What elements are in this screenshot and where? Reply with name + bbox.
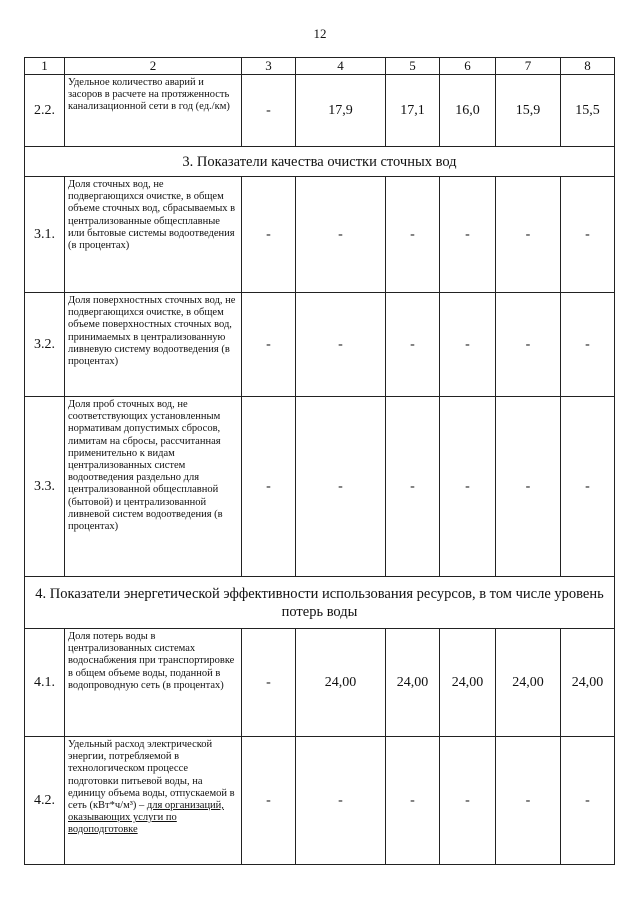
value-cell: - xyxy=(561,737,615,865)
value-cell: - xyxy=(386,177,440,293)
value-cell: - xyxy=(440,177,496,293)
value-cell: - xyxy=(242,293,296,397)
row-description: Доля сточных вод, не подвергающихся очистке, в общем объеме сточных вод, сбрасываемых в централизованные общесплавные или бытовые системы водоотведения (в процентах) xyxy=(65,177,242,293)
value-cell: - xyxy=(242,177,296,293)
value-cell: - xyxy=(296,397,386,577)
value-cell: - xyxy=(561,177,615,293)
value-cell: 16,0 xyxy=(440,75,496,147)
header-cell: 1 xyxy=(25,58,65,75)
row-description-text: Удельный расход электрической энергии, потребляемой в технологическом процессе подготовки питьевой воды, на единицу объема воды, отпускаемой в сеть (кВт*ч/м³) – xyxy=(68,739,235,812)
value-cell: 24,00 xyxy=(440,629,496,737)
value-cell: - xyxy=(496,293,561,397)
value-cell: - xyxy=(386,293,440,397)
table-row xyxy=(25,177,615,293)
row-description-underlined: для организаций, оказывающих услуги по водоподготовке xyxy=(68,800,224,836)
table-row xyxy=(25,293,615,397)
row-number: 4.2. xyxy=(25,737,65,865)
value-cell: - xyxy=(440,397,496,577)
value-cell: 24,00 xyxy=(296,629,386,737)
header-cell: 8 xyxy=(561,58,615,75)
section-header-row xyxy=(25,147,615,177)
row-number: 2.2. xyxy=(25,75,65,147)
value-cell: - xyxy=(242,75,296,147)
value-cell: - xyxy=(561,397,615,577)
table-row xyxy=(25,75,615,147)
table-row xyxy=(25,397,615,577)
section-title: 3. Показатели качества очистки сточных вод xyxy=(25,147,615,177)
section-header-row xyxy=(25,577,615,629)
row-description: Доля проб сточных вод, не соответствующих установленным нормативам допустимых сбросов, лимитам на сбросы, рассчитанная применительно к видам централизованных систем водоотведения раздельно для централизованной общесплавной (бытовой) и централизованной ливневой систем водоотведения (в процентах) xyxy=(65,397,242,577)
header-cell: 6 xyxy=(440,58,496,75)
row-description xyxy=(65,737,242,865)
header-cell: 3 xyxy=(242,58,296,75)
section-title: 4. Показатели энергетической эффективности использования ресурсов, в том числе уровень потерь воды xyxy=(25,577,615,629)
header-cell: 5 xyxy=(386,58,440,75)
value-cell: - xyxy=(496,177,561,293)
value-cell: 24,00 xyxy=(561,629,615,737)
row-description: Доля потерь воды в централизованных системах водоснабжения при транспортировке в общем объеме воды, поданной в водопроводную сеть (в процентах) xyxy=(65,629,242,737)
row-description: Доля поверхностных сточных вод, не подвергающихся очистке, в общем объеме поверхностных сточных вод, принимаемых в централизованную ливневую систему водоотведения (в процентах) xyxy=(65,293,242,397)
header-cell: 4 xyxy=(296,58,386,75)
value-cell: 15,9 xyxy=(496,75,561,147)
value-cell: - xyxy=(296,177,386,293)
value-cell: 24,00 xyxy=(386,629,440,737)
table-header-row xyxy=(25,58,615,75)
value-cell: 15,5 xyxy=(561,75,615,147)
value-cell: - xyxy=(242,629,296,737)
value-cell: - xyxy=(496,397,561,577)
value-cell: 24,00 xyxy=(496,629,561,737)
page-number: 12 xyxy=(313,26,327,41)
header-cell: 7 xyxy=(496,58,561,75)
value-cell: - xyxy=(296,293,386,397)
table-row xyxy=(25,737,615,865)
value-cell: - xyxy=(386,737,440,865)
value-cell: - xyxy=(440,293,496,397)
value-cell: - xyxy=(242,737,296,865)
row-number: 4.1. xyxy=(25,629,65,737)
value-cell: - xyxy=(496,737,561,865)
row-number: 3.2. xyxy=(25,293,65,397)
value-cell: - xyxy=(440,737,496,865)
header-cell: 2 xyxy=(65,58,242,75)
value-cell: - xyxy=(296,737,386,865)
value-cell: - xyxy=(386,397,440,577)
row-number: 3.3. xyxy=(25,397,65,577)
indicators-table xyxy=(24,57,615,865)
row-description: Удельное количество аварий и засоров в расчете на протяженность канализационной сети в год (ед./км) xyxy=(65,75,242,147)
row-number: 3.1. xyxy=(25,177,65,293)
value-cell: 17,9 xyxy=(296,75,386,147)
value-cell: 17,1 xyxy=(386,75,440,147)
value-cell: - xyxy=(242,397,296,577)
table-row xyxy=(25,629,615,737)
value-cell: - xyxy=(561,293,615,397)
